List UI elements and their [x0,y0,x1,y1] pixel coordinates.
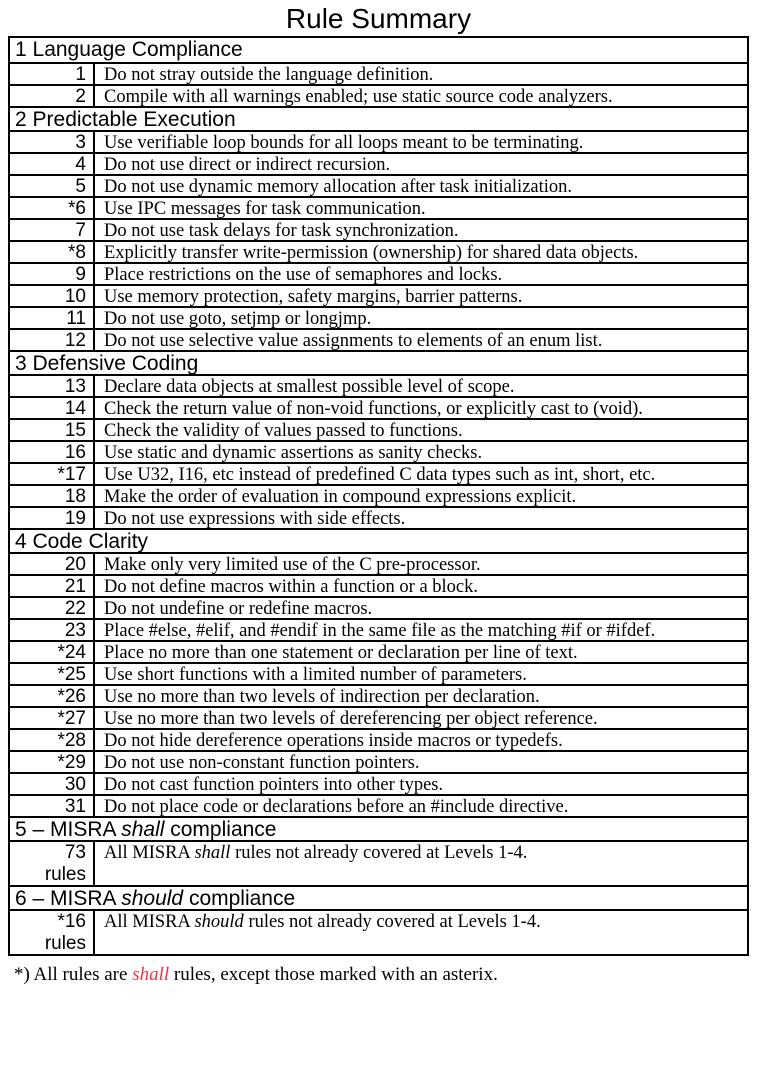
rule-text [95,508,747,528]
rule-number: 21 [10,576,95,596]
text-segment: 3 Defensive Coding [15,352,199,374]
text-segment: 1 Language Compliance [15,38,243,61]
table-row [10,840,747,885]
rule-number: 30 [10,774,95,794]
rule-number: 2 [10,86,95,106]
rule-number: 31 [10,796,95,816]
text-segment: Do not use goto, setjmp or longjmp. [104,309,372,328]
rule-text [95,330,747,350]
table-row [10,640,747,662]
table-row [10,62,747,84]
text-segment: Use U32, I16, etc instead of predefined C data types such as int, short, etc. [104,465,656,484]
rule-text [95,752,747,772]
rule-text [95,132,747,152]
highlighted-word: shall [121,818,165,840]
text-segment: Place no more than one statement or declaration per line of text. [104,643,578,662]
rule-number: 4 [10,154,95,174]
text-segment: Do not use dynamic memory allocation after task initialization. [104,177,573,196]
highlighted-word: should [121,887,184,909]
rule-number: 7 [10,220,95,240]
rule-number: *27 [10,708,95,728]
table-row [10,662,747,684]
table-row [10,484,747,506]
rule-text [95,598,747,618]
table-row [10,794,747,816]
table-row [10,552,747,574]
rule-text [95,730,747,750]
text-segment: Compile with all warnings enabled; use static source code analyzers. [104,87,613,106]
rule-number: 16 [10,442,95,462]
highlighted-word: shall [194,843,231,863]
rule-text [95,911,747,954]
table-row [10,374,747,396]
text-segment: *) All rules are [14,964,133,985]
rule-text [95,442,747,462]
rule-number: 9 [10,264,95,284]
rule-number: 14 [10,398,95,418]
rule-text [95,486,747,506]
rule-text [95,264,747,284]
table-row [10,418,747,440]
rule-number: 12 [10,330,95,350]
section-header [10,885,747,909]
text-segment: 4 Code Clarity [15,530,149,552]
text-segment: Do not use direct or indirect recursion. [104,155,391,174]
text-segment: Use verifiable loop bounds for all loops meant to be terminating. [104,133,584,152]
text-segment: Do not use task delays for task synchronization. [104,221,459,240]
text-segment: Check the validity of values passed to functions. [104,421,463,440]
text-segment: Do not place code or declarations before an #include directive. [104,797,569,816]
table-row [10,706,747,728]
rule-number: 1 [10,64,95,84]
section-header [10,38,747,62]
table-row [10,240,747,262]
text-segment: Do not hide dereference operations inside macros or typedefs. [104,731,563,750]
rule-number: 73 rules [10,842,95,885]
rule-text [95,154,747,174]
section-header [10,528,747,552]
text-segment: Explicitly transfer write-permission (ownership) for shared data objects. [104,243,639,262]
text-segment: Declare data objects at smallest possible level of scope. [104,377,515,396]
rule-text [95,86,747,106]
table-row [10,84,747,106]
rule-text [95,242,747,262]
rule-number: *8 [10,242,95,262]
text-segment: Make only very limited use of the C pre-processor. [104,555,481,574]
table-row [10,196,747,218]
text-segment: All MISRA [104,912,195,932]
text-segment: compliance [164,818,277,840]
rule-number: 23 [10,620,95,640]
rule-text [95,198,747,218]
rule-text [95,664,747,684]
rule-number: 18 [10,486,95,506]
text-segment: rules not already covered at Levels 1-4. [243,912,541,932]
table-row [10,262,747,284]
rule-text [95,420,747,440]
rule-number: 3 [10,132,95,152]
text-segment: Use short functions with a limited number of parameters. [104,665,527,684]
text-segment: Do not stray outside the language definition. [104,65,434,84]
rule-text [95,642,747,662]
rule-number: *24 [10,642,95,662]
table-row [10,909,747,954]
text-segment: compliance [183,887,296,909]
table-row [10,506,747,528]
rule-number: *6 [10,198,95,218]
table-row [10,596,747,618]
table-row [10,728,747,750]
table-row [10,306,747,328]
rule-number: 20 [10,554,95,574]
rule-number: 19 [10,508,95,528]
footnote [14,964,757,986]
rule-number: *26 [10,686,95,706]
text-segment: Do not define macros within a function or a block. [104,577,479,596]
table-row [10,152,747,174]
text-segment: Check the return value of non-void functions, or explicitly cast to (void). [104,399,643,418]
text-segment: 5 – MISRA [15,818,122,840]
text-segment: Do not cast function pointers into other types. [104,775,444,794]
rule-text [95,796,747,816]
rule-text [95,774,747,794]
text-segment: Do not use non-constant function pointers. [104,753,420,772]
rule-number: 15 [10,420,95,440]
table-row [10,618,747,640]
rule-text [95,286,747,306]
rule-number: *17 [10,464,95,484]
table-row [10,284,747,306]
rule-number: *29 [10,752,95,772]
rule-text [95,220,747,240]
rule-number: *28 [10,730,95,750]
text-segment: Use no more than two levels of indirection per declaration. [104,687,540,706]
text-segment: 6 – MISRA [15,887,122,909]
rule-summary-table [8,36,749,956]
text-segment: Do not use expressions with side effects. [104,509,406,528]
rule-text [95,842,747,885]
rule-text [95,620,747,640]
rule-number: 13 [10,376,95,396]
highlighted-word: shall [132,964,170,985]
rule-number: *25 [10,664,95,684]
table-row [10,130,747,152]
text-segment: Place #else, #elif, and #endif in the same file as the matching #if or #ifdef. [104,621,656,640]
text-segment: Use memory protection, safety margins, barrier patterns. [104,287,523,306]
rule-number: 10 [10,286,95,306]
section-header [10,350,747,374]
rule-text [95,176,747,196]
rule-text [95,708,747,728]
table-row [10,174,747,196]
rule-text [95,554,747,574]
table-row [10,750,747,772]
text-segment: Make the order of evaluation in compound expressions explicit. [104,487,577,506]
text-segment: rules not already covered at Levels 1-4. [230,843,528,863]
rule-text [95,464,747,484]
rule-number: 5 [10,176,95,196]
rule-text [95,308,747,328]
text-segment: rules, except those marked with an asterix. [169,964,498,985]
rule-number: 22 [10,598,95,618]
section-header [10,106,747,130]
rule-text [95,686,747,706]
rule-number: 11 [10,308,95,328]
rule-text [95,576,747,596]
table-row [10,396,747,418]
rule-text [95,398,747,418]
section-header [10,816,747,840]
table-row [10,218,747,240]
text-segment: Do not undefine or redefine macros. [104,599,373,618]
text-segment: Use static and dynamic assertions as sanity checks. [104,443,483,462]
table-row [10,440,747,462]
table-row [10,684,747,706]
table-row [10,328,747,350]
highlighted-word: should [194,912,244,932]
rule-text [95,64,747,84]
rule-text [95,376,747,396]
text-segment: Use no more than two levels of dereferencing per object reference. [104,709,598,728]
text-segment: Do not use selective value assignments to elements of an enum list. [104,331,603,350]
page-title: Rule Summary [285,3,472,34]
table-row [10,462,747,484]
rule-number: *16 rules [10,911,95,954]
table-row [10,574,747,596]
text-segment: Use IPC messages for task communication. [104,199,426,218]
text-segment: 2 Predictable Execution [15,108,236,130]
text-segment: Place restrictions on the use of semaphores and locks. [104,265,503,284]
text-segment: All MISRA [104,843,195,863]
table-row [10,772,747,794]
